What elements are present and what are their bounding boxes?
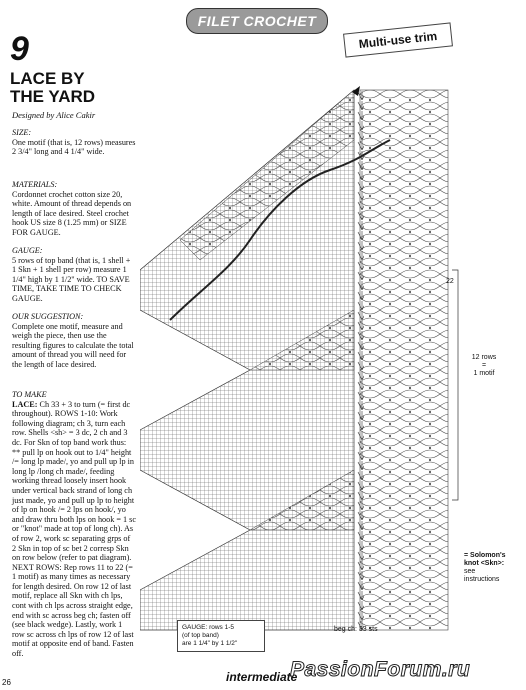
gauge-heading: GAUGE:	[12, 246, 43, 255]
top-band-mesh	[360, 90, 448, 630]
page-number: 26	[2, 678, 11, 687]
subtitle-text: Multi-use trim	[358, 28, 438, 52]
instructions-text: Ch 33 + 3 to turn (= first dc throughout). ROWS 1-10: Work following diagram; ch 3, turn each row. Shells <sh> = 3 dc, 2 ch and 3 dc. For Skn of top band work thus: ** pull lp on hook out to 1/4" height /= long lp made/, yo and pull up lp in long lp /long ch made/, feeding working thread loosely insert hook under vertical back strand of long ch just made, yo and pull up lp to height of lp on hook /= 2 lps on hook/, yo and draw thru both lps on hook = 1 sc or "knot" made at top of long ch). As of row 2, work sc separating grps of 2 Skn in top of sc bet 2 corresp Skn on row below (refer to pat diagram). NEXT ROWS: Rep rows 11 to 22 (= 1 motif) as many times as necessary for length desired. On row 12 of last motif, replace all Skn with ch lps, cont with ch lps across straight edge, end with sc across beg ch; fasten off (see black wedge). Lastly, work 1 row sc across ch lps of row 12 of last motif at opposite end of band. Fasten off.	[12, 399, 137, 659]
beg-chain-label: beg ch: 33 sts	[334, 626, 378, 633]
skn-line-2: knot <Skn>:	[464, 560, 505, 567]
suggestion-section	[12, 312, 136, 370]
size-heading: SIZE:	[12, 128, 32, 137]
crochet-diagram	[140, 70, 460, 660]
gauge-text: 5 rows of top band (that is, 1 shell + 1 Skn + 1 shell per row) measure 1 1/4" high by 1 1/2" wide. TO SAVE TIME, TAKE TIME TO CHECK GAUGE.	[12, 255, 131, 303]
materials-section	[12, 180, 136, 238]
instructions-section	[12, 390, 136, 659]
subtitle-tag	[343, 22, 453, 57]
gauge-box-line-1: GAUGE: rows 1-5	[182, 624, 235, 631]
size-section	[12, 128, 136, 157]
instructions-heading: TO MAKE	[12, 390, 47, 399]
gauge-box	[177, 620, 265, 652]
designer-byline: Designed by Alice Cakir	[12, 110, 96, 120]
site-watermark: PassionForum.ru	[290, 658, 471, 681]
pattern-number: 9	[10, 30, 29, 68]
gauge-section	[12, 246, 136, 304]
title-line-2: THE YARD	[10, 87, 96, 106]
motif-bracket	[452, 270, 458, 500]
motif-rows-label	[464, 354, 504, 378]
rows-line-1: 12 rows	[471, 354, 497, 361]
pattern-title	[10, 70, 130, 106]
suggestion-heading: OUR SUGGESTION:	[12, 312, 84, 321]
skill-level-logo: intermediate	[226, 670, 298, 684]
skn-line-1: = Solomon's	[464, 552, 506, 559]
gauge-box-line-3: are 1 1/4" by 1 1/2"	[182, 640, 238, 647]
size-text: One motif (that is, 12 rows) measures 2 3/4" long and 4 1/4" wide.	[12, 137, 136, 157]
skn-line-3: see	[464, 568, 476, 575]
section-banner	[186, 8, 328, 34]
materials-heading: MATERIALS:	[12, 180, 58, 189]
skn-legend	[464, 552, 524, 584]
title-line-1: LACE BY	[10, 69, 85, 88]
materials-text: Cordonnet crochet cotton size 20, white. Amount of thread depends on length of lace desired. Steel crochet hook US size 8 (1.25 mm) or SIZE FOR GAUGE.	[12, 189, 132, 237]
instructions-label: LACE:	[12, 399, 38, 409]
skn-line-4: instructions	[464, 576, 500, 583]
row-number-label: 22	[446, 278, 454, 285]
rows-line-3: 1 motif	[473, 370, 495, 377]
banner-text: FILET CROCHET	[197, 13, 317, 29]
shell-column	[354, 90, 364, 630]
rows-line-2: =	[481, 362, 487, 369]
gauge-box-line-2: (of top band)	[182, 632, 219, 639]
suggestion-text: Complete one motif, measure and weigh the piece, then use the resulting figures to calculate the total amount of thread you will need for the length of lace desired.	[12, 321, 134, 369]
